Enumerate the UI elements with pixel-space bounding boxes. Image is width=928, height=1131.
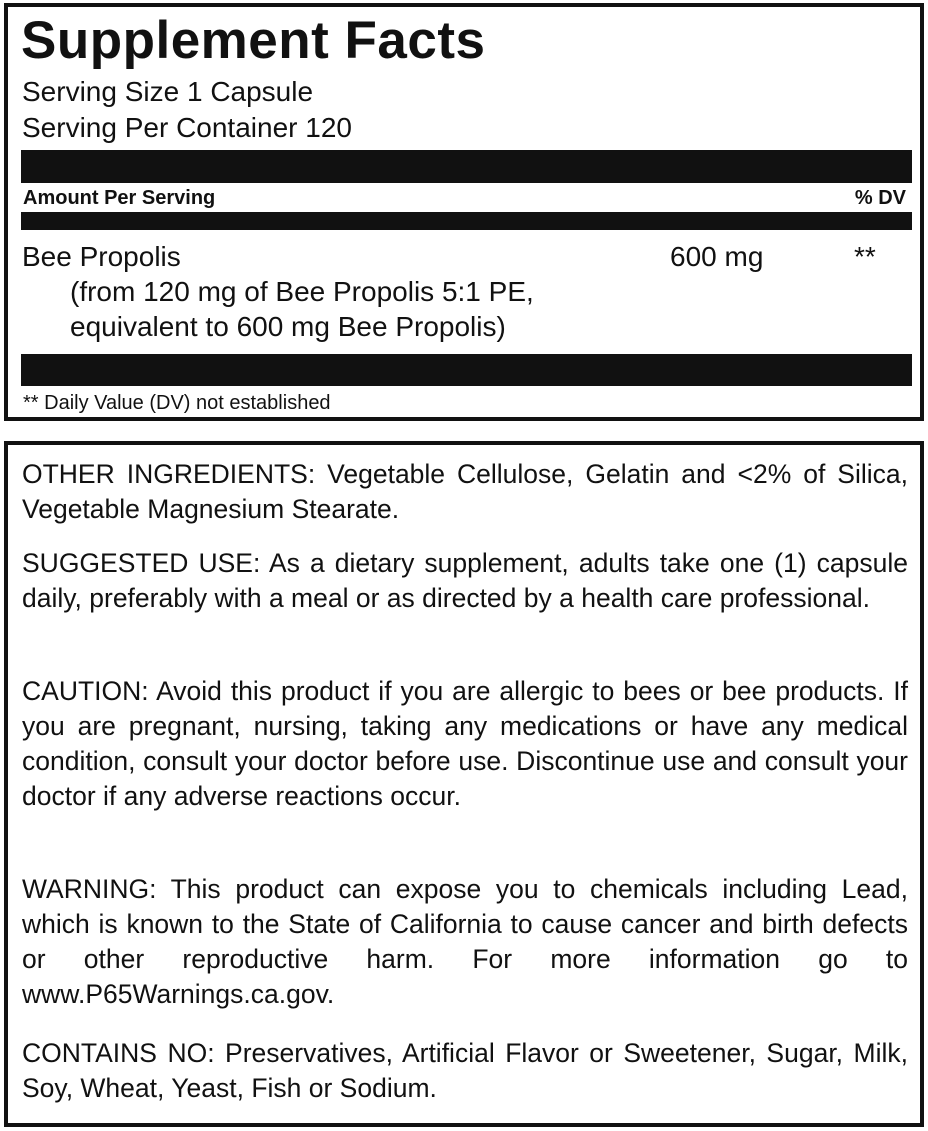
caution-text: CAUTION: Avoid this product if you are allergic to bees or bee products. If you are pregnant, nursing, taking any medications or have any medical condition, consult your doctor before use. Discontinue use and consult your doctor if any adverse reactions occur. — [22, 676, 908, 811]
ingredient-amount: 600 mg — [670, 241, 764, 272]
suggested-use-text: SUGGESTED USE: As a dietary supplement, adults take one (1) capsule daily, preferably with a meal or as directed by a health care professional. — [22, 548, 908, 613]
ingredient-detail-line: (from 120 mg of Bee Propolis 5:1 PE, — [70, 276, 534, 307]
divider-bar-thick — [21, 150, 912, 183]
other-ingredients-text: OTHER INGREDIENTS: Vegetable Cellulose, Gelatin and <2% of Silica, Vegetable Magnesium Stearate. — [22, 459, 908, 524]
ingredient-detail-line: equivalent to 600 mg Bee Propolis) — [70, 311, 506, 342]
divider-bar-thick — [21, 354, 912, 386]
contains-no-text: CONTAINS NO: Preservatives, Artificial Flavor or Sweetener, Sugar, Milk, Soy, Wheat, Yeast, Fish or Sodium. — [22, 1038, 908, 1103]
daily-value-header: % DV — [854, 187, 906, 209]
divider-bar-medium — [21, 212, 912, 230]
ingredient-dv: ** — [854, 241, 876, 272]
dv-footnote: ** Daily Value (DV) not established — [23, 392, 331, 414]
ingredient-name: Bee Propolis — [22, 241, 181, 272]
serving-size: Serving Size 1 Capsule — [22, 76, 314, 107]
supplement-facts-panel — [4, 3, 924, 421]
warning-text: WARNING: This product can expose you to chemicals including Lead, which is known to the State of California to cause cancer and birth defects or other reproductive harm. For more information go to www.P65Warnings.ca.gov. — [22, 874, 908, 1009]
product-info-panel — [4, 441, 924, 1127]
servings-per-container: Serving Per Container 120 — [22, 112, 352, 143]
amount-per-serving-header: Amount Per Serving — [23, 187, 216, 209]
facts-title: Supplement Facts — [21, 11, 486, 70]
